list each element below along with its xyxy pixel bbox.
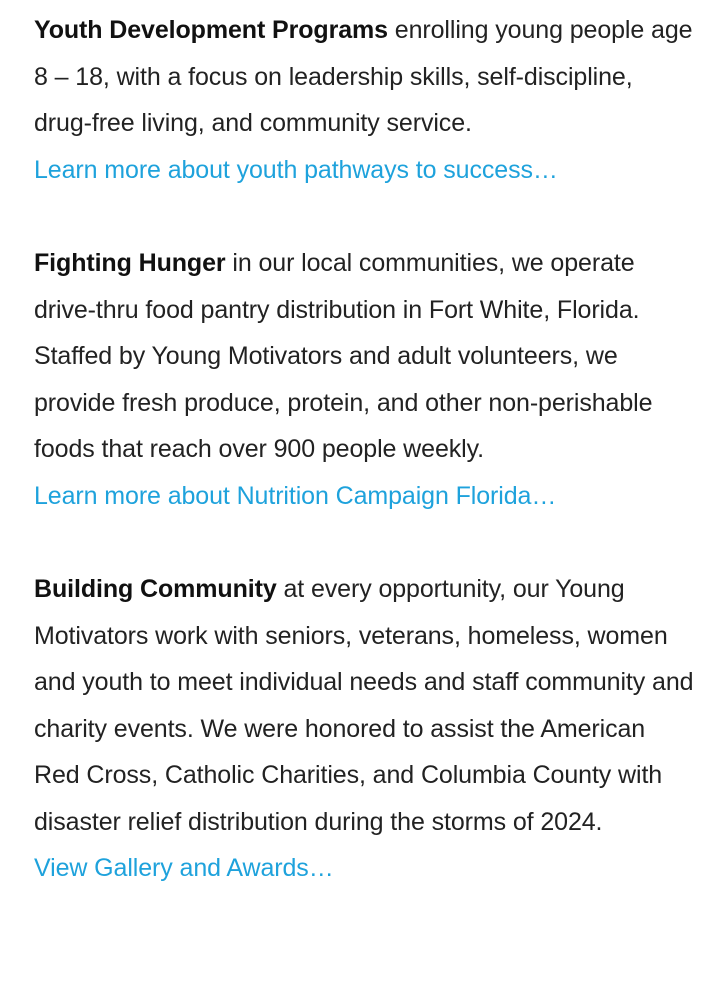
youth-development-description: enrolling young people age 8 – 18, with a focus on leadership skills, self-discipline, drug-free living, and community service. — [34, 16, 693, 137]
gallery-awards-link[interactable]: View Gallery and Awards… — [34, 854, 334, 882]
fighting-hunger-heading: Fighting Hunger — [34, 249, 226, 277]
youth-development-paragraph — [34, 7, 694, 147]
youth-pathways-link[interactable]: Learn more about youth pathways to success… — [34, 155, 558, 184]
youth-development-section — [34, 7, 694, 193]
programs-content — [34, 7, 694, 892]
building-community-paragraph — [34, 566, 694, 845]
youth-development-heading: Youth Development Programs — [34, 16, 388, 44]
building-community-section — [34, 566, 694, 892]
fighting-hunger-section — [34, 240, 694, 519]
fighting-hunger-paragraph — [34, 240, 694, 473]
building-community-heading: Building Community — [34, 575, 277, 603]
building-community-description: at every opportunity, our Young Motivators work with seniors, veterans, homeless, women and youth to meet individual needs and staff community and charity events. We were honored to assist the American Red Cross, Catholic Charities, and Columbia County with disaster relief distribution during the storms of 2024. — [34, 575, 694, 836]
fighting-hunger-description: in our local communities, we operate drive-thru food pantry distribution in Fort White, Florida. Staffed by Young Motivators and adult volunteers, we provide fresh produce, protein, and other non-perishable foods that reach over 900 people weekly. — [34, 249, 653, 463]
nutrition-campaign-link[interactable]: Learn more about Nutrition Campaign Florida… — [34, 481, 557, 510]
